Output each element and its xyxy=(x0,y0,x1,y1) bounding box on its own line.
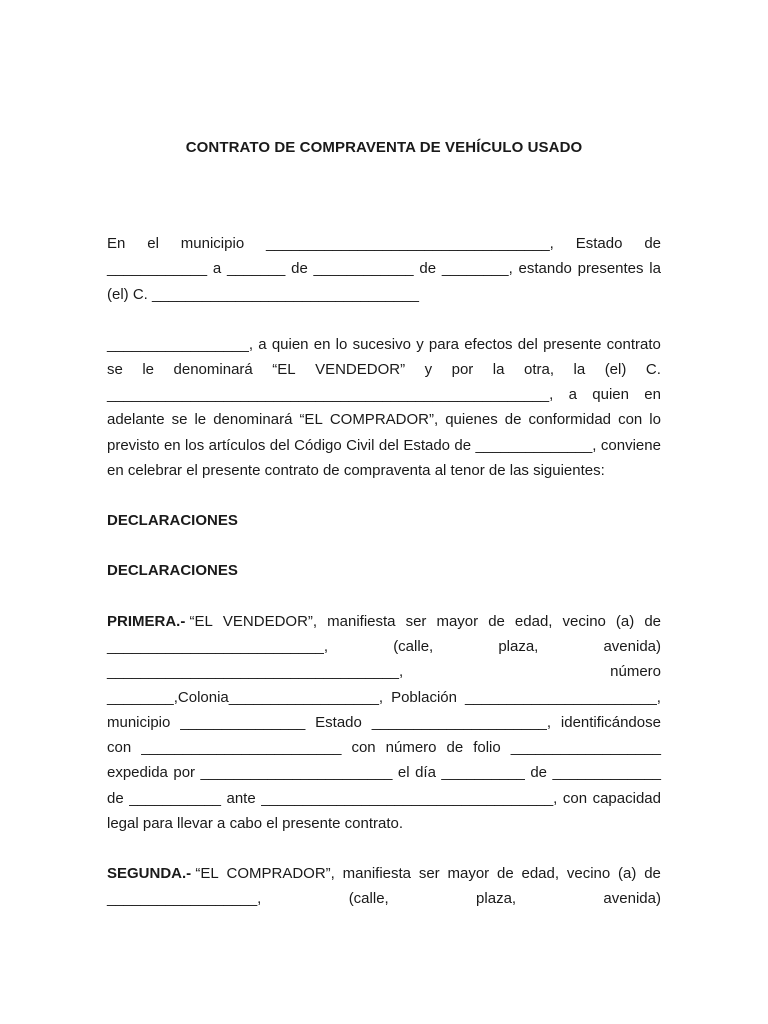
word: Civil xyxy=(346,437,375,454)
word: manifiesta xyxy=(342,865,412,882)
word: del xyxy=(378,437,399,454)
word: _____________________, xyxy=(371,714,552,731)
word: denominará xyxy=(173,361,253,378)
word: presentes xyxy=(577,260,644,277)
word: de xyxy=(644,235,661,252)
word: __________ xyxy=(441,764,525,781)
word: En xyxy=(107,235,126,252)
word: (calle, xyxy=(393,638,434,655)
word: a xyxy=(258,336,267,353)
segunda-line-2 xyxy=(107,890,661,908)
word: plaza, xyxy=(476,890,517,907)
word: vecino xyxy=(562,613,606,630)
word: de xyxy=(644,865,661,882)
clause-label: SEGUNDA.- “EL xyxy=(107,865,219,882)
word: contrato xyxy=(606,336,661,353)
p2-line-2 xyxy=(107,361,661,379)
word: vecino xyxy=(566,865,611,882)
word: los xyxy=(185,437,205,454)
word: a xyxy=(212,260,222,277)
word: mayor xyxy=(436,613,479,630)
word: por xyxy=(451,361,474,378)
word: municipio xyxy=(180,235,245,252)
word: COMPRADOR”, xyxy=(226,865,335,882)
word: de xyxy=(419,260,437,277)
word: y xyxy=(416,336,424,353)
word: el xyxy=(397,764,410,781)
word: plaza, xyxy=(498,638,539,655)
word: número xyxy=(610,663,661,680)
word: conviene xyxy=(600,437,661,454)
word: avenida) xyxy=(603,890,661,907)
word: día xyxy=(415,764,436,781)
primera-line-5 xyxy=(107,714,661,732)
word: artículos xyxy=(208,437,266,454)
word: se xyxy=(107,361,123,378)
p2-line-6: en celebrar el presente contrato de compraventa al tenor de las siguientes: xyxy=(107,462,605,479)
word: la xyxy=(492,361,505,378)
word: de xyxy=(488,613,505,630)
p2-line-1 xyxy=(107,336,661,354)
word: ____________ xyxy=(313,260,414,277)
word: del xyxy=(517,336,538,353)
word: otra, xyxy=(523,361,554,378)
word: en xyxy=(163,437,181,454)
word: ___________________________________, xyxy=(261,790,558,807)
word: C. xyxy=(645,361,661,378)
word: folio xyxy=(473,739,501,756)
word: _____________________________________________________, xyxy=(107,386,554,403)
word: _______________________, xyxy=(464,689,661,706)
word: _______________________ xyxy=(200,764,393,781)
word: ser xyxy=(418,865,440,882)
section-heading: DECLARACIONES xyxy=(107,562,238,579)
word: y xyxy=(424,361,433,378)
word: sucesivo xyxy=(352,336,411,353)
word: de xyxy=(644,613,661,630)
word: ________, xyxy=(441,260,513,277)
word: “EL xyxy=(299,411,323,428)
word: _________________, xyxy=(107,336,253,353)
word: __________________ xyxy=(510,739,661,756)
word: edad, xyxy=(521,865,560,882)
word: efectos xyxy=(464,336,513,353)
word: Estado xyxy=(575,235,623,252)
word: Código xyxy=(294,437,342,454)
p1-line-3: (el) C. ________________________________ xyxy=(107,286,419,303)
word: (a) xyxy=(618,865,637,882)
p2-line-5 xyxy=(107,437,661,455)
word: con xyxy=(351,739,376,756)
word: de xyxy=(454,437,472,454)
word: de xyxy=(291,260,308,277)
word: __________________________, xyxy=(107,638,329,655)
word: conformidad xyxy=(528,411,612,428)
word: (a) xyxy=(615,613,635,630)
word: de xyxy=(497,865,514,882)
word: del xyxy=(269,437,290,454)
word: identificándose xyxy=(560,714,661,731)
word: adelante xyxy=(107,411,165,428)
primera-line-7 xyxy=(107,764,661,782)
word: Población xyxy=(391,689,457,706)
word: ante xyxy=(226,790,256,807)
word: lo xyxy=(649,411,661,428)
word: el xyxy=(147,235,159,252)
word: ____________ xyxy=(107,260,208,277)
word: la xyxy=(649,260,661,277)
primera-line-2 xyxy=(107,638,661,656)
word: (el) xyxy=(604,361,627,378)
word: expedida xyxy=(107,764,168,781)
word: quien xyxy=(592,386,629,403)
word: en xyxy=(644,386,661,403)
word: en xyxy=(313,336,331,353)
word: Estado xyxy=(315,714,362,731)
primera-line-6 xyxy=(107,739,661,757)
word: capacidad xyxy=(592,790,661,807)
word: edad, xyxy=(514,613,553,630)
word: estando xyxy=(518,260,572,277)
word: por xyxy=(173,764,196,781)
primera-line-8 xyxy=(107,790,661,808)
word: con xyxy=(107,739,132,756)
p2-line-3 xyxy=(107,386,661,404)
word: con xyxy=(618,411,643,428)
word: le xyxy=(142,361,155,378)
word: le xyxy=(194,411,207,428)
word: __________________, xyxy=(107,890,262,907)
word: municipio xyxy=(107,714,171,731)
word: se xyxy=(171,411,188,428)
word: denominará xyxy=(213,411,293,428)
word: ser xyxy=(405,613,427,630)
p1-line-1 xyxy=(107,235,661,253)
word: de xyxy=(530,764,548,781)
primera-line-3 xyxy=(107,663,661,681)
word: quienes xyxy=(445,411,498,428)
word: mayor xyxy=(447,865,490,882)
primera-line-9: legal para llevar a cabo el presente contrato. xyxy=(107,815,404,832)
word: manifiesta xyxy=(327,613,396,630)
word: a xyxy=(568,386,577,403)
word: VENDEDOR”, xyxy=(222,613,318,630)
word: ___________________________________, xyxy=(107,663,404,680)
p1-line-2 xyxy=(107,260,661,278)
word: con xyxy=(562,790,588,807)
word: previsto xyxy=(107,437,160,454)
word: la xyxy=(573,361,586,378)
word: (calle, xyxy=(348,890,389,907)
section-heading: DECLARACIONES xyxy=(107,512,238,529)
word: ________________________ xyxy=(141,739,342,756)
word: _______ xyxy=(226,260,286,277)
word: Estado xyxy=(403,437,451,454)
word: _____________ xyxy=(552,764,661,781)
word: de xyxy=(107,790,124,807)
word: avenida) xyxy=(603,638,661,655)
primera-line-1 xyxy=(107,613,661,631)
word: _______________ xyxy=(180,714,306,731)
word: lo xyxy=(335,336,348,353)
clause-label: PRIMERA.- “EL xyxy=(107,613,213,630)
word: quien xyxy=(271,336,309,353)
primera-line-4 xyxy=(107,689,661,707)
word: para xyxy=(428,336,459,353)
word: “EL xyxy=(272,361,296,378)
word: número xyxy=(385,739,437,756)
word: presente xyxy=(543,336,602,353)
word: VENDEDOR” xyxy=(315,361,406,378)
document-title: CONTRATO DE COMPRAVENTA DE VEHÍCULO USADO xyxy=(185,139,583,156)
word: COMPRADOR”, xyxy=(329,411,439,428)
word: de xyxy=(504,411,522,428)
word: __________________________________, xyxy=(266,235,554,252)
word: ___________ xyxy=(129,790,221,807)
word: ________,Colonia__________________, xyxy=(107,689,384,706)
segunda-line-1 xyxy=(107,865,661,883)
word: de xyxy=(446,739,464,756)
word: ______________, xyxy=(475,437,597,454)
p2-line-4 xyxy=(107,411,661,429)
